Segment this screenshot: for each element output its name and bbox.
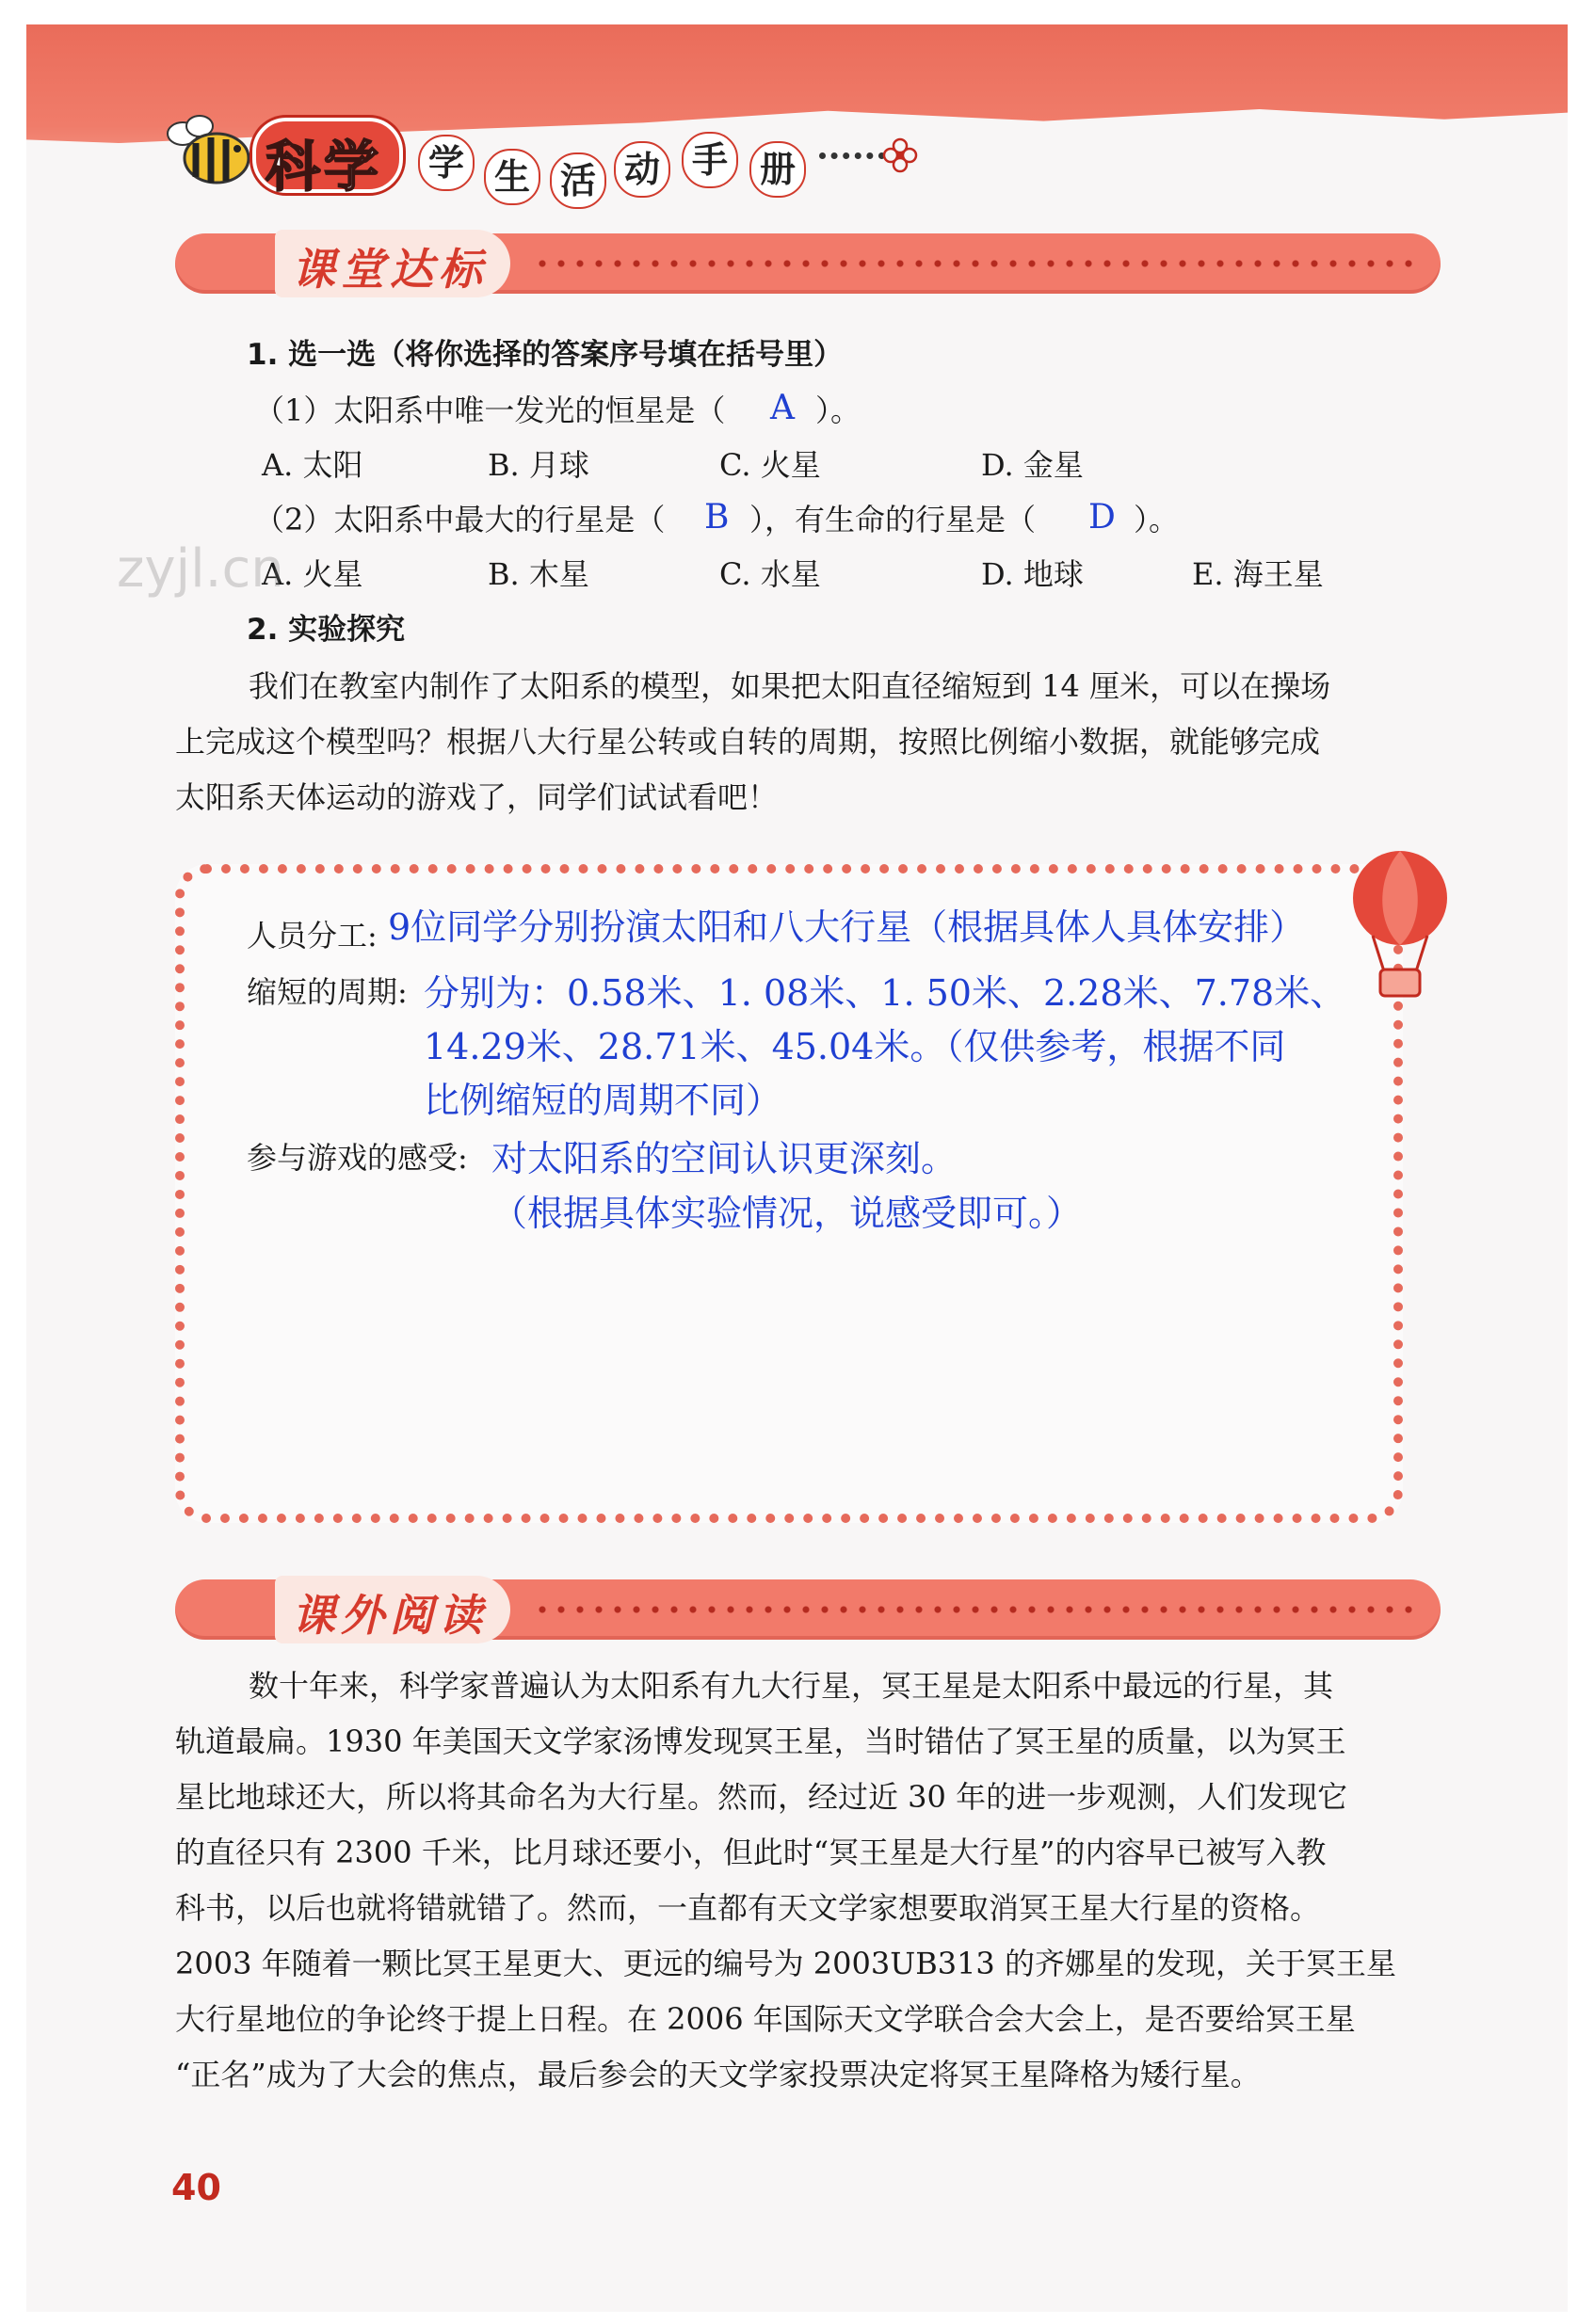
option: A. 火星 (262, 556, 363, 592)
feeling-answer-line: 对太阳系的空间认识更深刻。 (491, 1138, 958, 1179)
answer-1-1: A (770, 389, 795, 427)
question-1-2-mid: ），有生命的行星是（ (749, 502, 1037, 537)
paragraph-line: 星比地球还大，所以将其命名为大行星。然而，经过近 30 年的进一步观测，人们发现它 (175, 1779, 1348, 1815)
question-1-1-prompt: （1）太阳系中唯一发光的恒星是（ (254, 393, 726, 428)
staff-answer: 9位同学分别扮演太阳和八大行星（根据具体人具体安排） (388, 906, 1306, 948)
option: E. 海王星 (1192, 556, 1324, 592)
option: D. 地球 (981, 556, 1084, 592)
paragraph-line: 2003 年随着一颗比冥王星更大、更远的编号为 2003UB313 的齐娜星的发现，关于冥王星 (175, 1946, 1396, 1981)
paragraph-line: 上完成这个模型吗？根据八大行星公转或自转的周期，按照比例缩小数据，就能够完成 (175, 724, 1321, 760)
reading-body (175, 1659, 1450, 2103)
question-1-1-close: ）。 (815, 393, 861, 428)
hot-air-balloon-icon (1348, 849, 1452, 1009)
feeling-answer-line: （根据具体实验情况，说感受即可。） (491, 1193, 1083, 1234)
subtitle-char: 册 (749, 141, 806, 198)
subtitle-char: 学 (418, 135, 475, 191)
period-answer-line: 比例缩短的周期不同） (424, 1080, 782, 1121)
subtitle-char: 活 (550, 152, 606, 209)
period-label: 缩短的周期: (247, 974, 408, 1010)
option: C. 水星 (719, 556, 821, 592)
question-1-2-close: ）。 (1134, 502, 1180, 537)
paragraph-line: 科书，以后也就将错就错了。然而，一直都有天文学家想要取消冥王星大行星的资格。 (175, 1890, 1321, 1926)
watermark: zyjl.cn (117, 538, 284, 600)
paragraph-line: “正名”成为了大会的焦点，最后参会的天文学家投票决定将冥王星降格为矮行星。 (175, 2057, 1261, 2092)
section-header-classroom (175, 233, 1441, 294)
page-number: 40 (171, 2167, 221, 2208)
paragraph-line: 数十年来，科学家普遍认为太阳系有九大行星，冥王星是太阳系中最远的行星，其 (249, 1668, 1334, 1704)
paragraph-line: 大行星地位的争论终于提上日程。在 2006 年国际天文学联合会大会上，是否要给冥王星 (175, 2001, 1356, 2037)
option: D. 金星 (981, 447, 1084, 483)
feeling-label: 参与游戏的感受: (247, 1140, 468, 1176)
option: C. 火星 (719, 447, 821, 483)
subtitle-char: 生 (484, 149, 540, 205)
question-1-2-prompt: （2）太阳系中最大的行星是（ (254, 502, 666, 537)
subtitle-char: 动 (614, 141, 670, 198)
question-2-heading: 2. 实验探究 (247, 613, 406, 647)
flower-icon (881, 136, 919, 174)
paragraph-line: 太阳系天体运动的游戏了，同学们试试看吧！ (175, 779, 779, 815)
option: B. 木星 (488, 556, 589, 592)
section-dots (533, 259, 1422, 268)
header-dots (819, 152, 885, 159)
subject-title: 科学 (266, 135, 383, 199)
section-title: 课堂达标 (292, 244, 488, 295)
option: B. 月球 (488, 447, 589, 483)
subtitle-char: 手 (682, 132, 738, 188)
option: A. 太阳 (262, 447, 363, 483)
period-answer-line: 分别为：0.58米、1. 08米、1. 50米、2.28米、7.78米、 (424, 972, 1346, 1014)
paragraph-line: 的直径只有 2300 千米，比月球还要小，但此时“冥王星是大行星”的内容早已被写入教 (175, 1835, 1327, 1870)
answer-1-2b: D (1088, 498, 1116, 537)
period-answer-line: 14.29米、28.71米、45.04米。（仅供参考，根据不同 (424, 1026, 1286, 1067)
section-header-reading (175, 1579, 1441, 1640)
section-dots (533, 1605, 1422, 1614)
bee-mascot-icon (162, 111, 256, 192)
question-1-heading: 1. 选一选（将你选择的答案序号填在括号里） (247, 338, 844, 372)
paragraph-line: 轨道最扁。1930 年美国天文学家汤博发现冥王星，当时错估了冥王星的质量，以为冥王 (175, 1723, 1346, 1759)
answer-1-2a: B (704, 498, 730, 537)
paragraph-line: 我们在教室内制作了太阳系的模型，如果把太阳直径缩短到 14 厘米，可以在操场 (249, 668, 1331, 704)
staff-label: 人员分工: (247, 918, 378, 954)
question-2-body (175, 659, 1450, 825)
section-title: 课外阅读 (292, 1590, 488, 1641)
